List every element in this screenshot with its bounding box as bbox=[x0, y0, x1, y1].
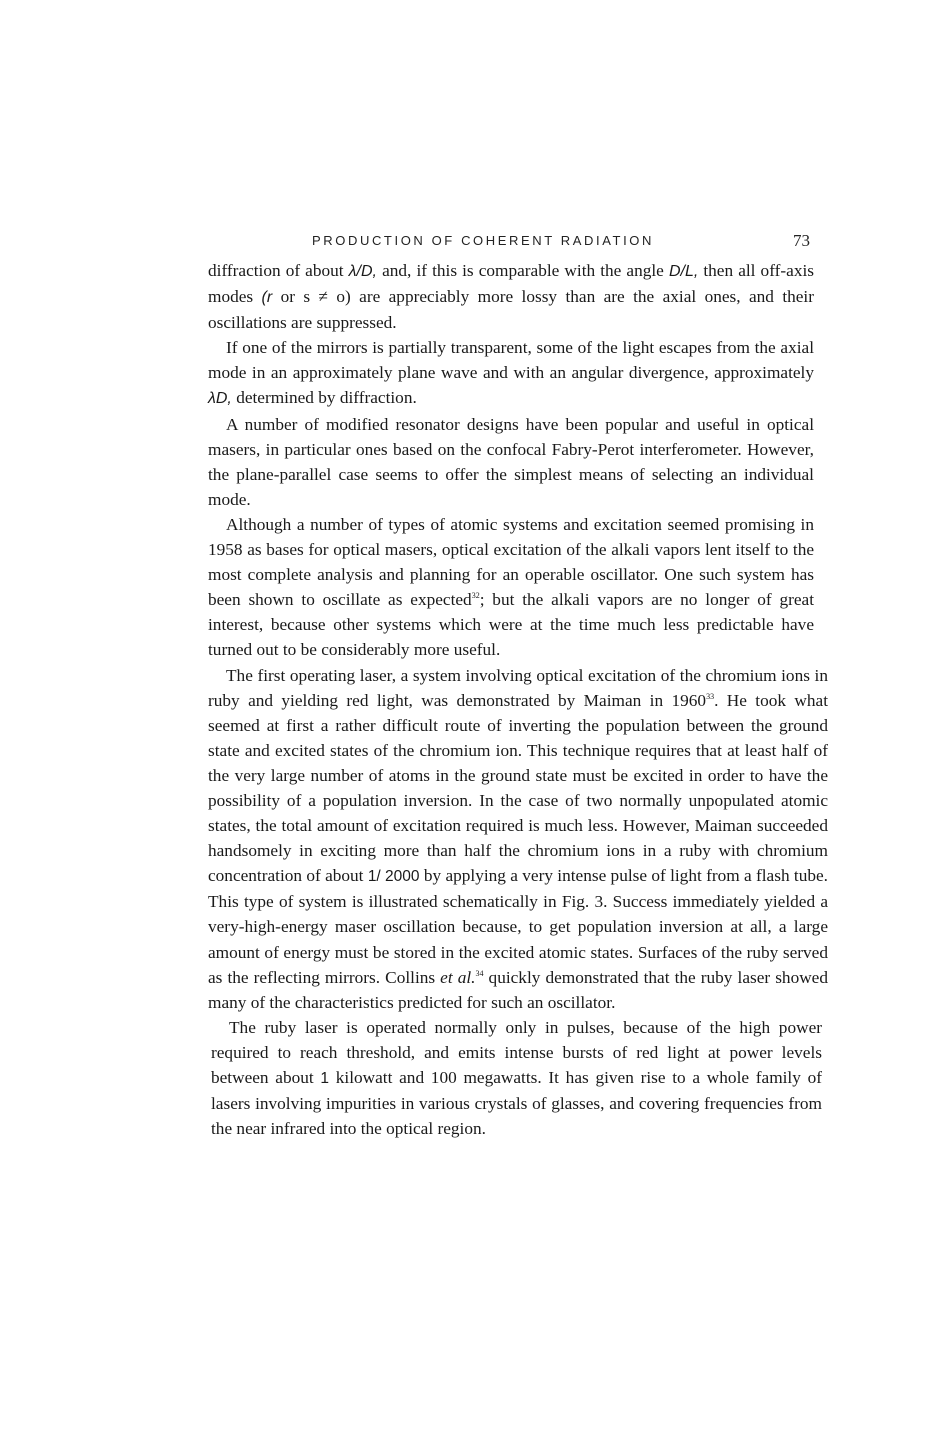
document-page bbox=[208, 230, 829, 1141]
reference-32: 32 bbox=[471, 591, 480, 601]
math-lambda-d: λD, bbox=[208, 390, 232, 408]
math-d-over-l: D/L, bbox=[668, 263, 699, 280]
paragraph-ruby-laser: The first operating laser, a system involving optical excitation of the chromium ions in ruby and yielding red light, was demonstrated by Maiman in 1960$^{33}$. He took what seemed at first a rather difficult route of inverting the population between the ground state and excited states of the chromium ion. This technique requires that at least half of the very large number of atoms in the ground state must be excited in order to have the possibility of a population inversion. In the case of two normally unpopulated atomic states, the total amount of excitation required is much less. However, Maiman succeeded handsomely in exciting more than half the chromium ions in a ruby with chromium concentration of about 1/ 2000 by applying a very intense pulse of light from a flash tube. This type of system is illustrated schematically in Fig. 3. Success immediately yielded a very-high-energy maser oscillation because, to get population inversion at all, a large amount of energy must be stored in the excited atomic states. Surfaces of the ruby served as the reflecting mirrors. Collins et al.$^{34}$ quickly demonstrated that the ruby laser showed many of the characteristics predicted for such an oscillator. bbox=[208, 665, 829, 1012]
reference-33: 33 bbox=[706, 691, 715, 701]
et-al: et al. bbox=[440, 967, 476, 987]
fraction-concentration: 1/ 2000 bbox=[367, 868, 420, 886]
page-number: 73 bbox=[793, 231, 810, 250]
paragraph-alkali-vapors: Although a number of types of atomic systems and excitation seemed promising in 1958 as bases for optical masers, optical excitation of the alkali vapors lent itself to the most complete analysis and planning for an operable oscillator. One such system has been shown to oscillate as expected$^{32}$; but the alkali vapors are no longer of great interest, because other systems which were at the time much less predictable have turned out to be considerably more useful. bbox=[208, 514, 814, 660]
paragraph-partial-mirror: If one of the mirrors is partially transparent, some of the light escapes from the axial mode in an approximately plane wave and with an angular divergence, approximately λD, determined by diffraction. bbox=[208, 338, 814, 408]
math-r: (r bbox=[261, 289, 273, 307]
running-title: PRODUCTION OF COHERENT RADIATION bbox=[312, 233, 655, 248]
paragraph-diffraction: diffraction of about λ/D, and, if this is comparable with the angle D/L, then all off-axis modes (r or s ≠ o) are appreciably more lossy than are the axial ones, and their oscillations are suppressed. bbox=[208, 261, 814, 333]
numeral-one: 1 bbox=[320, 1070, 330, 1087]
body-text bbox=[208, 258, 829, 1141]
paragraph-pulsed-operation: The ruby laser is operated normally only in pulses, because of the high power required to reach threshold, and emits intense bursts of red light at power levels between about 1 kilowatt and 100 megawatts. It has given rise to a whole family of lasers involving impurities in various crystals of glasses, and covering frequencies from the near infrared into the optical region. bbox=[211, 1017, 822, 1139]
math-lambda-over-d: λ/D, bbox=[348, 263, 377, 280]
paragraph-resonator-designs: A number of modified resonator designs have been popular and useful in optical masers, in particular ones based on the confocal Fabry-Perot interferometer. However, the plane-parallel case seems to offer the simplest means of selecting an individual mode. bbox=[208, 414, 814, 509]
reference-34: 34 bbox=[475, 968, 484, 978]
running-header bbox=[208, 230, 814, 258]
